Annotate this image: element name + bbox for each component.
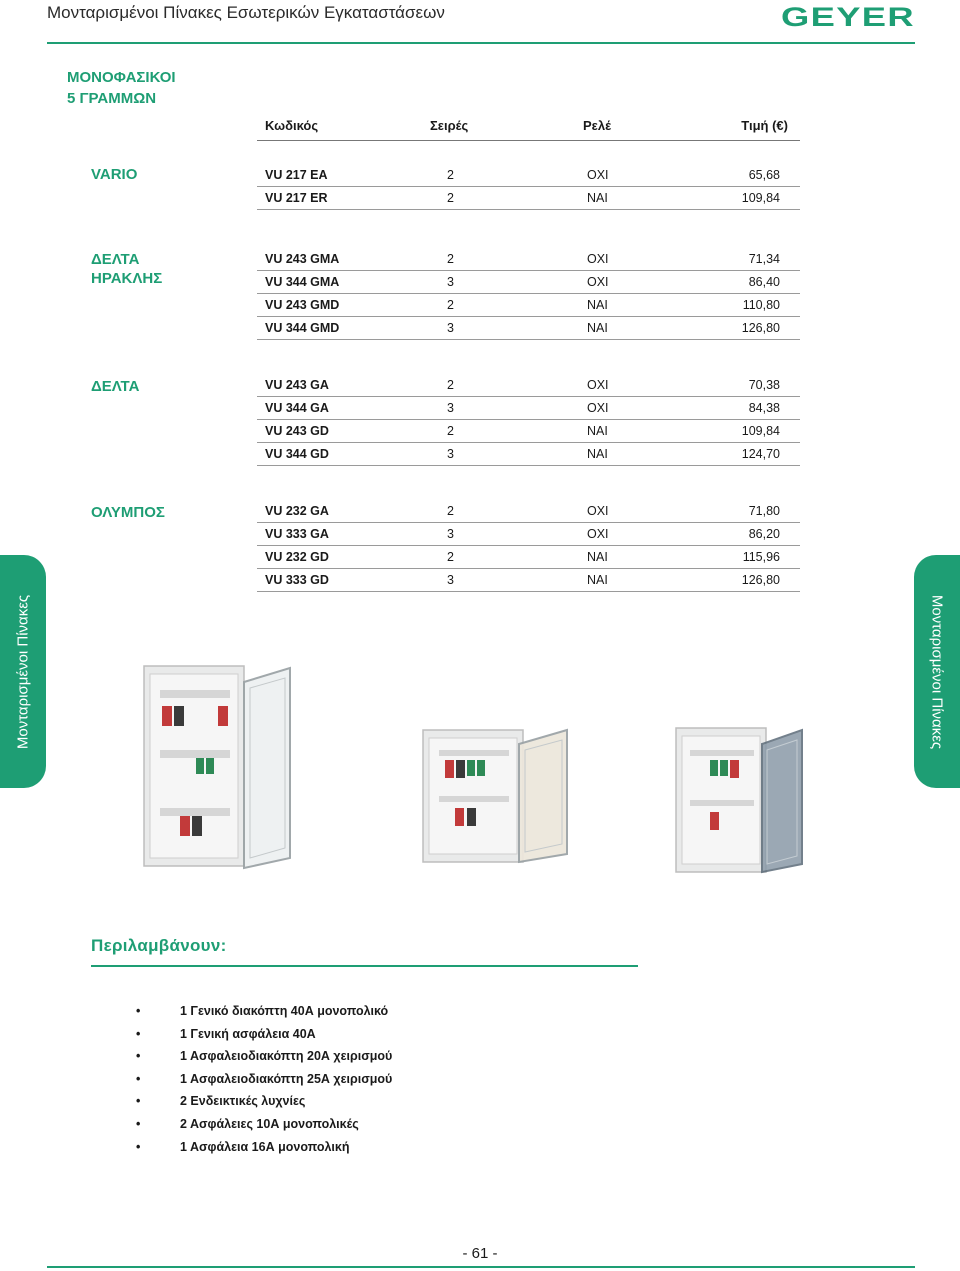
cell-code: VU 344 GD <box>265 447 329 461</box>
cell-price: 86,40 <box>748 275 780 289</box>
table-row <box>257 374 800 397</box>
cell-price: 115,96 <box>742 550 780 564</box>
cell-code: VU 344 GMA <box>265 275 340 289</box>
cell-relay: ΝΑΙ <box>587 550 608 564</box>
table-row <box>257 271 800 294</box>
column-header-relay: Ρελέ <box>583 118 611 133</box>
svg-text:GEYER: GEYER <box>781 3 915 29</box>
bullet: • <box>136 1026 141 1041</box>
cell-price: 71,80 <box>748 504 780 518</box>
cell-relay: ΟΧΙ <box>587 168 609 182</box>
group-label-line-1: ΔΕΛΤΑ <box>91 251 140 268</box>
cell-price: 126,80 <box>741 573 780 587</box>
cell-relay: ΝΑΙ <box>587 298 608 312</box>
cell-relay: ΟΧΙ <box>587 252 609 266</box>
cell-relay: ΝΑΙ <box>587 424 608 438</box>
list-item-text: 1 Ασφάλεια 16Α μονοπολική <box>180 1139 350 1154</box>
list-item-text: 2 Ασφάλειες 10Α μονοπολικές <box>180 1116 359 1131</box>
bullet: • <box>136 1049 141 1064</box>
cell-price: 86,20 <box>748 527 780 541</box>
cell-series: 3 <box>447 573 454 587</box>
header-divider <box>47 42 915 44</box>
panel-image-small <box>670 720 810 880</box>
includes-title: Περιλαμβάνουν: <box>91 936 227 955</box>
table-row <box>257 317 800 340</box>
cell-code: VU 243 GD <box>265 424 329 438</box>
cell-code: VU 344 GA <box>265 401 329 415</box>
cell-series: 2 <box>447 168 454 182</box>
cell-price: 109,84 <box>741 191 780 205</box>
table-row <box>257 523 800 546</box>
cell-series: 2 <box>447 424 454 438</box>
table-row <box>257 164 800 187</box>
list-item-text: 1 Γενική ασφάλεια 40Α <box>180 1026 316 1041</box>
page-number: - 61 - <box>462 1245 498 1262</box>
table-row <box>257 294 800 317</box>
section-heading <box>67 67 176 109</box>
column-header-price: Τιμή (€) <box>741 118 788 133</box>
cell-relay: ΝΑΙ <box>587 321 608 335</box>
cell-code: VU 333 GA <box>265 527 329 541</box>
section-heading-line-2: 5 ΓΡΑΜΜΩΝ <box>67 90 157 107</box>
table-row <box>257 420 800 443</box>
bullet: • <box>136 1094 141 1109</box>
cell-price: 70,38 <box>748 378 780 392</box>
group-label-line-2: ΗΡΑΚΛΗΣ <box>91 270 163 287</box>
table-row <box>257 397 800 420</box>
document-title: Μονταρισμένοι Πίνακες Εσωτερικών Εγκαταστάσεων <box>47 3 445 22</box>
bullet: • <box>136 1116 141 1131</box>
cell-series: 3 <box>447 321 454 335</box>
cell-price: 71,34 <box>748 252 780 266</box>
bullet: • <box>136 1071 141 1086</box>
column-header-code: Κωδικός <box>265 118 319 133</box>
group-label: VARIO <box>91 166 138 183</box>
cell-price: 65,68 <box>748 168 780 182</box>
cell-price: 84,38 <box>748 401 780 415</box>
list-item-text: 2 Ενδεικτικές λυχνίες <box>180 1094 306 1109</box>
side-tab-text: Μονταρισμένοι Πίνακες <box>14 594 32 749</box>
cell-series: 2 <box>447 504 454 518</box>
cell-series: 3 <box>447 275 454 289</box>
cell-series: 3 <box>447 527 454 541</box>
cell-relay: ΟΧΙ <box>587 504 609 518</box>
table-row <box>257 187 800 210</box>
cell-code: VU 243 GMD <box>265 298 340 312</box>
side-tab-left <box>0 555 46 788</box>
side-tab-text: Μονταρισμένοι Πίνακες <box>928 594 946 749</box>
cell-code: VU 217 ER <box>265 191 328 205</box>
panel-image-medium <box>415 720 575 870</box>
cell-price: 126,80 <box>741 321 780 335</box>
cell-code: VU 232 GA <box>265 504 329 518</box>
bullet: • <box>136 1139 141 1154</box>
list-item-text: 1 Ασφαλειοδιακόπτη 20Α χειρισμού <box>180 1049 393 1064</box>
cell-code: VU 232 GD <box>265 550 329 564</box>
cell-code: VU 243 GA <box>265 378 329 392</box>
bullet: • <box>136 1004 141 1018</box>
side-tab-right <box>914 555 960 788</box>
includes-divider <box>91 965 638 967</box>
table-row <box>257 569 800 592</box>
table-row <box>257 546 800 569</box>
group-label: ΟΛΥΜΠΟΣ <box>91 504 165 521</box>
cell-price: 124,70 <box>741 447 780 461</box>
cell-code: VU 243 GMA <box>265 252 340 266</box>
cell-relay: ΟΧΙ <box>587 527 609 541</box>
cell-series: 2 <box>447 550 454 564</box>
cell-price: 110,80 <box>742 298 780 312</box>
geyer-logo <box>781 3 917 29</box>
section-heading-line-1: ΜΟΝΟΦΑΣΙΚΟΙ <box>67 69 176 86</box>
table-header <box>257 112 800 141</box>
panel-image-large <box>140 660 300 875</box>
cell-code: VU 217 EA <box>265 168 328 182</box>
cell-series: 2 <box>447 191 454 205</box>
column-header-series: Σειρές <box>430 118 469 133</box>
table-row <box>257 500 800 523</box>
list-item-text: 1 Γενικό διακόπτη 40Α μονοπολικό <box>180 1004 389 1018</box>
cell-series: 2 <box>447 252 454 266</box>
cell-relay: ΟΧΙ <box>587 378 609 392</box>
list-item-text: 1 Ασφαλειοδιακόπτη 25Α χειρισμού <box>180 1071 393 1086</box>
cell-code: VU 333 GD <box>265 573 329 587</box>
cell-relay: ΟΧΙ <box>587 401 609 415</box>
cell-series: 3 <box>447 401 454 415</box>
group-label <box>91 250 162 288</box>
table-row <box>257 248 800 271</box>
footer-divider <box>47 1266 915 1268</box>
cell-relay: ΝΑΙ <box>587 191 608 205</box>
cell-price: 109,84 <box>741 424 780 438</box>
cell-code: VU 344 GMD <box>265 321 340 335</box>
cell-relay: ΝΑΙ <box>587 447 608 461</box>
cell-series: 2 <box>447 298 454 312</box>
table-row <box>257 443 800 466</box>
cell-relay: ΟΧΙ <box>587 275 609 289</box>
cell-series: 3 <box>447 447 454 461</box>
cell-series: 2 <box>447 378 454 392</box>
group-label: ΔΕΛΤΑ <box>91 378 140 395</box>
cell-relay: ΝΑΙ <box>587 573 608 587</box>
